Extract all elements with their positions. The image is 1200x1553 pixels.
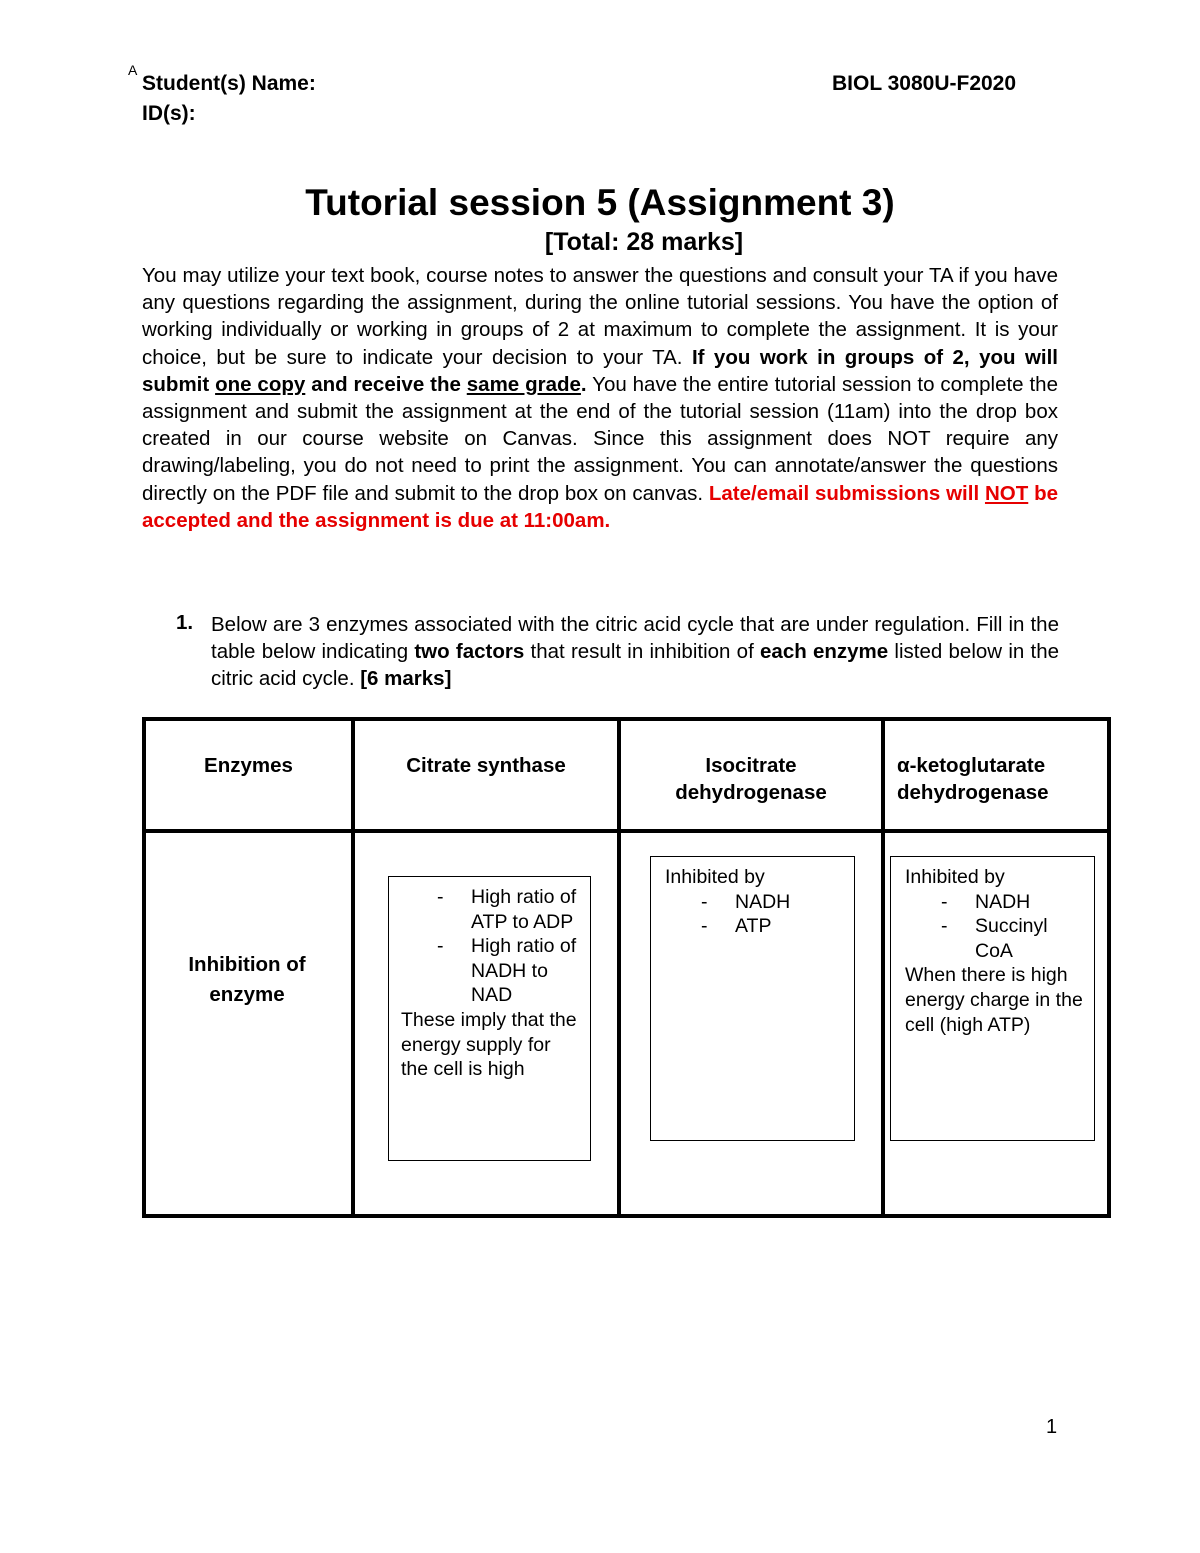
isocitrate-dh-answer-cell (619, 831, 883, 1216)
header-akg-dh: α-ketoglutarate dehydrogenase (897, 754, 1049, 804)
student-name-label: Student(s) Name: (142, 72, 316, 95)
q1-text-3: listed below in the citric acid cycle. (211, 640, 1060, 691)
header-cell-akg-dh (883, 719, 1109, 831)
list-item: - NADH (905, 890, 1086, 915)
answer-box-akg-dh[interactable] (890, 856, 1095, 1141)
citrate-note: These imply that the energy supply for the cell is high (401, 1008, 577, 1081)
list-item: - Succinyl CoA (905, 914, 1086, 963)
row-label-inhibition: Inhibition of enzyme (188, 953, 306, 1006)
q1-marks: [6 marks] (360, 667, 452, 691)
header-citrate-synthase: Citrate synthase (406, 754, 566, 777)
akg-dh-answer-cell (883, 831, 1109, 1216)
page-number: 1 (1046, 1416, 1058, 1438)
header-cell-citrate-synthase (353, 719, 619, 831)
header-enzymes: Enzymes (204, 754, 293, 777)
list-item: - NADH (665, 890, 844, 915)
intro-bold-3: . (580, 372, 587, 396)
inhibition-row (144, 831, 1109, 1216)
table-header-row (144, 719, 1109, 831)
q1-text-2: that result in inhibition of (524, 640, 761, 664)
q1-text-1: Below are 3 enzymes associated with the citric acid cycle that are under regulation. Fill in the table below indicating (211, 613, 1059, 664)
each-enzyme: each enzyme (760, 640, 889, 664)
late-warning-2: be accepted and the assignment is due at 11:00am. (142, 481, 1058, 532)
one-copy-underlined: one copy (215, 372, 306, 396)
not-underlined: NOT (984, 481, 1029, 505)
question-text (211, 611, 1059, 693)
margin-marker: A (128, 62, 138, 78)
answer-box-citrate-synthase[interactable] (388, 876, 591, 1161)
akg-note: When there is high energy charge in the cell (high ATP) (905, 964, 1083, 1036)
list-item: - High ratio of ATP to ADP (401, 885, 580, 934)
instructions-paragraph (142, 262, 1058, 534)
two-factors: two factors (414, 640, 525, 664)
isocitrate-inhibitors-list (665, 890, 844, 939)
akg-intro: Inhibited by (905, 866, 1005, 888)
intro-bold-1: If you work in groups of 2, you will submit (142, 345, 1059, 396)
total-marks: [Total: 28 marks] (544, 228, 744, 256)
akg-inhibitors-list (905, 890, 1086, 964)
answer-box-isocitrate-dh[interactable] (650, 856, 855, 1141)
list-item: - High ratio of NADH to NAD (401, 934, 580, 1008)
header-isocitrate-dh: Isocitrate dehydrogenase (675, 754, 827, 804)
same-grade-underlined: same grade (466, 372, 581, 396)
course-code: BIOL 3080U-F2020 (832, 72, 1017, 95)
id-label: ID(s): (142, 102, 196, 125)
page-title: Tutorial session 5 (Assignment 3) (305, 182, 895, 223)
header-cell-enzymes (144, 719, 353, 831)
intro-bold-2: and receive the (305, 372, 467, 396)
citrate-synthase-answer-cell (353, 831, 619, 1216)
header-cell-isocitrate-dh (619, 719, 883, 831)
late-warning-1: Late/email submissions will (708, 481, 985, 505)
intro-text-2: You have the entire tutorial session to complete the assignment and submit the assignment at the end of the tutorial session (11am) into the drop box created in our course website on Canvas. Since this assignment does NOT require any drawing/labeling, you do not need to print the assignment. You can annotate/answer the questions directly on the PDF file and submit to the drop box on canvas. (142, 372, 1058, 505)
question-number: 1. (176, 611, 194, 634)
enzyme-table (142, 717, 1111, 1218)
isocitrate-intro: Inhibited by (665, 866, 765, 888)
intro-text: You may utilize your text book, course notes to answer the questions and consult your TA if you have any questions regarding the assignment, during the online tutorial sessions. You have the option of working individually or working in groups of 2 at maximum to complete the assignment. It is your choice, but be sure to indicate your decision to your TA. (142, 264, 1058, 369)
citrate-inhibitors-list (401, 885, 580, 1008)
list-item: - ATP (665, 914, 844, 939)
row-label-cell (144, 831, 353, 1216)
